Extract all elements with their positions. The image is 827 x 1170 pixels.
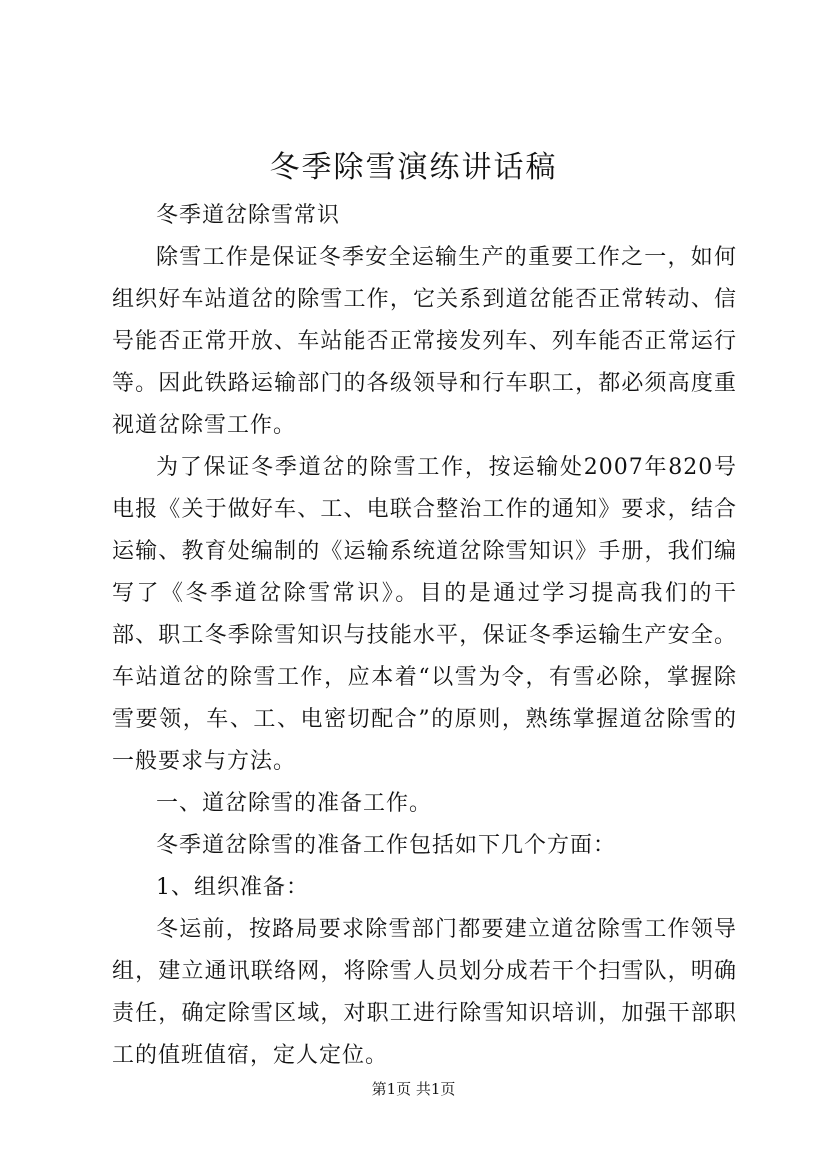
document-title: 冬季除雪演练讲话稿: [269, 150, 558, 185]
subsection-heading: 1、组织准备：: [156, 875, 309, 900]
body-paragraph: 除雪工作是保证冬季安全运输生产的重要工作之一，如何组织好车站道岔的除雪工作，它关系到道岔能否正常转动、信号能否正常开放、车站能否正常接发列车、列车能否正常运行等。因此铁路运输部门的各级领导和行车职工，都必须高度重视道岔除雪工作。: [112, 245, 737, 438]
document-body: [112, 195, 737, 1077]
body-paragraph: 为了保证冬季道岔的除雪工作，按运输处2007年820号电报《关于做好车、工、电联合整治工作的通知》要求，结合运输、教育处编制的《运输系统道岔除雪知识》手册，我们编写了《冬季道岔除雪常识》。目的是通过学习提高我们的干部、职工冬季除雪知识与技能水平，保证冬季运输生产安全。车站道岔的除雪工作，应本着“以雪为令，有雪必除，掌握除雪要领，车、工、电密切配合”的原则，熟练掌握道岔除雪的一般要求与方法。: [112, 455, 737, 774]
body-paragraph: 冬运前，按路局要求除雪部门都要建立道岔除雪工作领导组，建立通讯联络网，将除雪人员划分成若干个扫雪队，明确责任，确定除雪区域，对职工进行除雪知识培训，加强干部职工的值班值宿，定人定位。: [112, 917, 737, 1068]
section-heading: 冬季道岔除雪常识: [156, 203, 341, 228]
section-heading: 一、道岔除雪的准备工作。: [156, 791, 433, 816]
body-paragraph: 冬季道岔除雪的准备工作包括如下几个方面：: [156, 833, 617, 858]
page-footer: 第1页 共1页: [371, 1080, 456, 1098]
